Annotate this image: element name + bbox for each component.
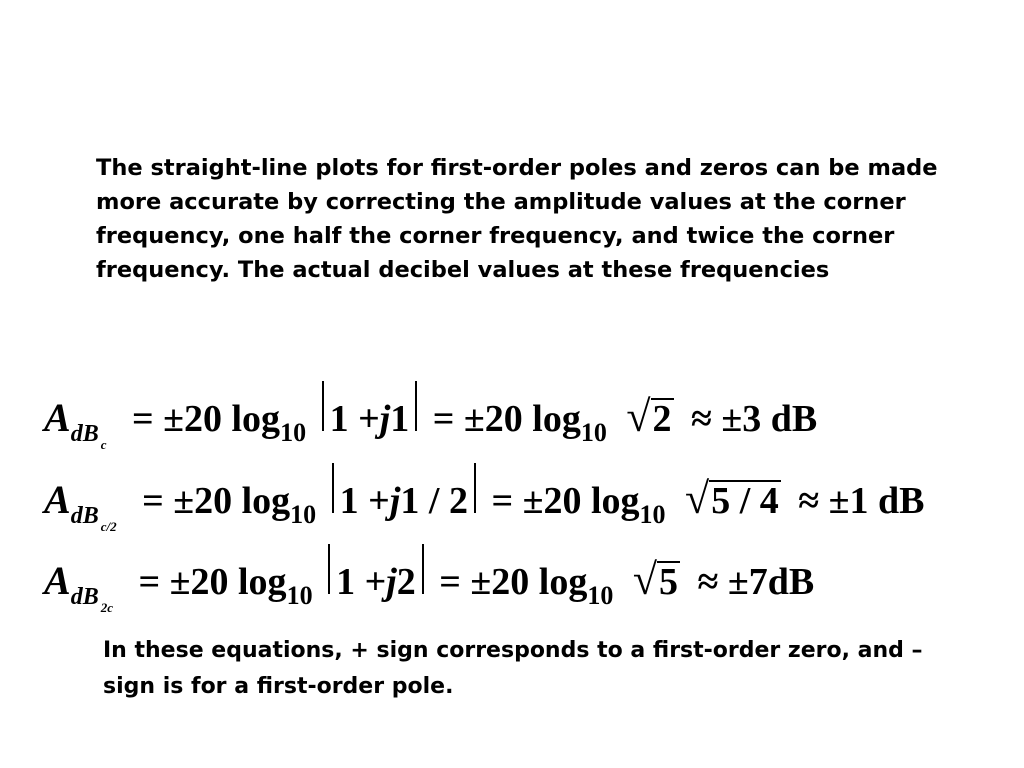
amplitude-sub-subscript: 2c (100, 600, 113, 615)
equals-pm-20-second: = ±20 (439, 561, 530, 603)
abs-bar-left (332, 463, 334, 513)
abs-content-imag: 1 (390, 398, 410, 440)
amplitude-subscript: dB (70, 584, 99, 610)
log-word: log (241, 480, 291, 522)
equals-pm-20: = ±20 (142, 480, 233, 522)
log-base-second: 10 (580, 418, 607, 447)
equals-pm-20: = ±20 (138, 561, 229, 603)
abs-bar-left (322, 381, 324, 431)
log-base: 10 (286, 581, 313, 610)
imaginary-unit: j (389, 480, 401, 522)
equation-lhs (44, 386, 106, 459)
abs-content-imag: 1 / 2 (400, 480, 468, 522)
abs-bar-right (415, 381, 417, 431)
amplitude-subscript: dB (70, 421, 99, 447)
equation-corner-frequency (44, 381, 818, 452)
radicand: 2 (652, 398, 672, 440)
log-base: 10 (280, 418, 307, 447)
approx-result: ≈ ±1 dB (798, 480, 925, 522)
radical-sign: √ (632, 555, 658, 604)
imaginary-unit: j (386, 561, 397, 603)
imaginary-unit: j (379, 398, 391, 440)
radicand: 5 / 4 (711, 480, 779, 522)
equals-pm-20-second: = ±20 (491, 480, 582, 522)
log-word: log (231, 398, 281, 440)
amplitude-subscript: dB (70, 503, 99, 529)
log-base: 10 (290, 500, 317, 529)
abs-content-imag: 2 (396, 561, 416, 603)
log-word: log (238, 561, 287, 603)
equation-half-corner-frequency (44, 463, 925, 534)
amplitude-symbol: A (44, 395, 71, 440)
radicand: 5 (659, 561, 679, 603)
log-base-second: 10 (587, 581, 614, 610)
intro-paragraph: The straight-line plots for first-order poles and zeros can be made more accurate by correcting the amplitude values at the corner frequency, one half the corner frequency, and twice the corner frequency. The actual decibel values at these frequencies (96, 155, 938, 283)
abs-bar-right (422, 544, 424, 594)
abs-content-real: 1 + (339, 480, 390, 522)
amplitude-symbol: A (44, 477, 71, 522)
equation-twice-corner-frequency (44, 544, 815, 615)
log-base-second: 10 (639, 500, 666, 529)
amplitude-sub-subscript: c (100, 437, 107, 452)
equals-pm-20: = ±20 (131, 398, 222, 440)
abs-bar-left (328, 544, 330, 594)
approx-result: ≈ ±7dB (697, 561, 815, 603)
equation-lhs (44, 549, 113, 622)
radical-sign: √ (626, 392, 651, 441)
log-word-second: log (538, 561, 588, 603)
log-word-second: log (590, 480, 640, 522)
equation-lhs (44, 468, 117, 541)
sign-note-paragraph: In these equations, + sign corresponds to a first-order zero, and – sign is for a first-order pole. (103, 638, 923, 699)
abs-content-real: 1 + (329, 398, 380, 440)
abs-bar-right (474, 463, 476, 513)
log-word-second: log (532, 398, 581, 440)
abs-content-real: 1 + (336, 561, 387, 603)
equals-pm-20-second: = ±20 (432, 398, 523, 440)
amplitude-symbol: A (44, 558, 71, 603)
radical-sign: √ (685, 474, 710, 523)
amplitude-sub-subscript: c/2 (100, 519, 117, 534)
approx-result: ≈ ±3 dB (691, 398, 818, 440)
